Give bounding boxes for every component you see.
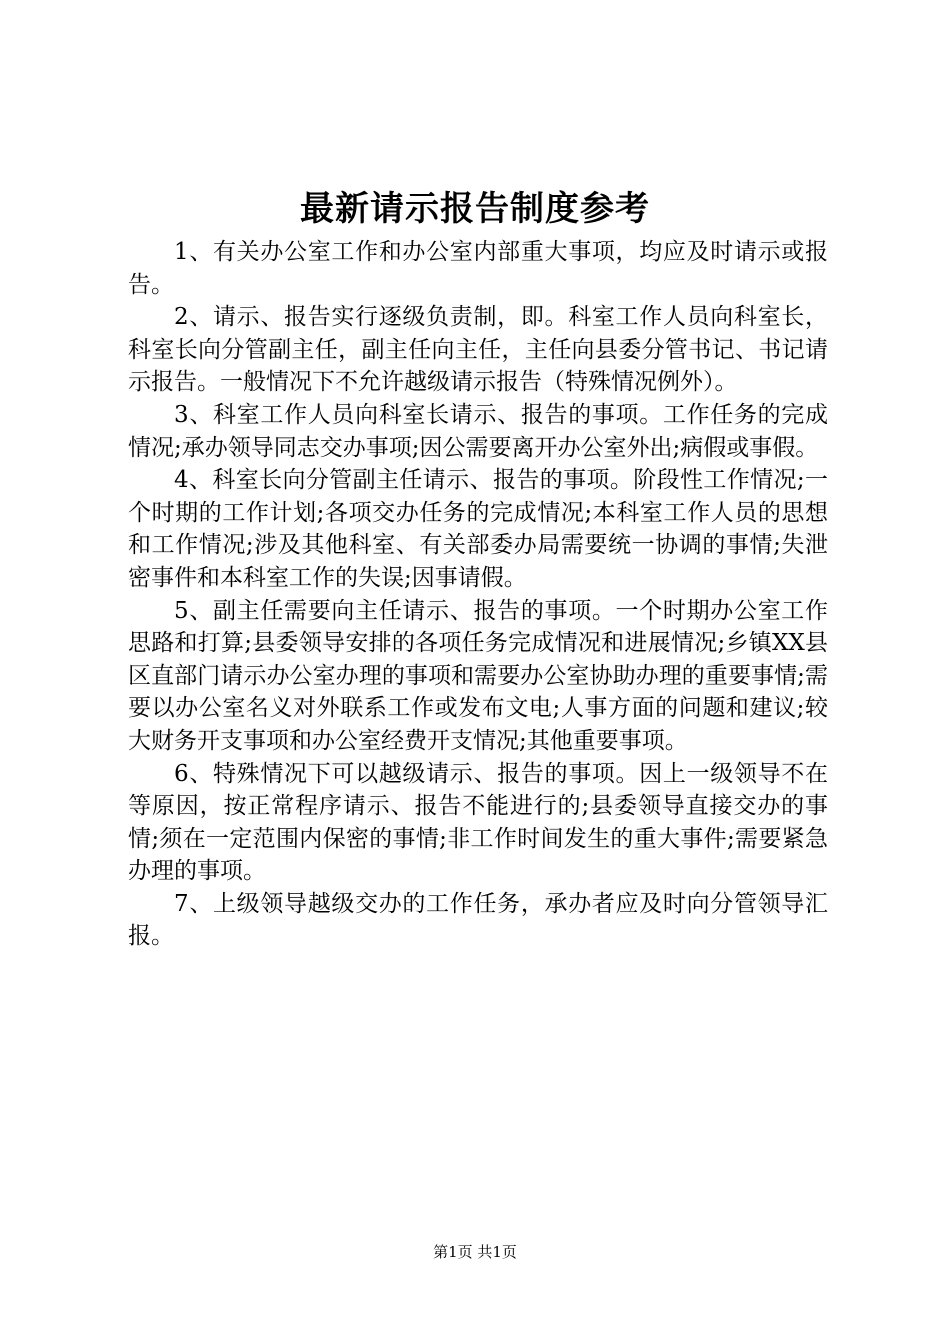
paragraph-2: 2、请示、报告实行逐级负责制，即。科室工作人员向科室长，科室长向分管副主任，副主任向主任，主任向县委分管书记、书记请示报告。一般情况下不允许越级请示报告（特殊情况例外）。 [128, 304, 828, 396]
paragraph-5: 5、副主任需要向主任请示、报告的事项。一个时期办公室工作思路和打算;县委领导安排的各项任务完成情况和进展情况;乡镇XX县区直部门请示办公室办理的事项和需要办公室协助办理的重要事情;需要以办公室名义对外联系工作或发布文电;人事方面的问题和建议;较大财务开支事项和办公室经费开支情况;其他重要事项。 [128, 597, 828, 754]
document-title: 最新请示报告制度参考 [300, 189, 650, 229]
paragraph-7: 7、上级领导越级交办的工作任务，承办者应及时向分管领导汇报。 [128, 890, 828, 950]
paragraph-6: 6、特殊情况下可以越级请示、报告的事项。因上一级领导不在等原因，按正常程序请示、报告不能进行的;县委领导直接交办的事情;须在一定范围内保密的事情;非工作时间发生的重大事件;需要紧急办理的事项。 [128, 760, 828, 885]
paragraph-3: 3、科室工作人员向科室长请示、报告的事项。工作任务的完成情况;承办领导同志交办事项;因公需要离开办公室外出;病假或事假。 [128, 401, 828, 461]
paragraph-1: 1、有关办公室工作和办公室内部重大事项，均应及时请示或报告。 [128, 239, 828, 298]
document-body [128, 236, 828, 953]
page-number-footer: 第1页 共1页 [433, 1243, 517, 1261]
paragraph-4: 4、科室长向分管副主任请示、报告的事项。阶段性工作情况;一个时期的工作计划;各项交办任务的完成情况;本科室工作人员的思想和工作情况;涉及其他科室、有关部委办局需要统一协调的事情;失泄密事件和本科室工作的失误;因事请假。 [128, 467, 828, 591]
